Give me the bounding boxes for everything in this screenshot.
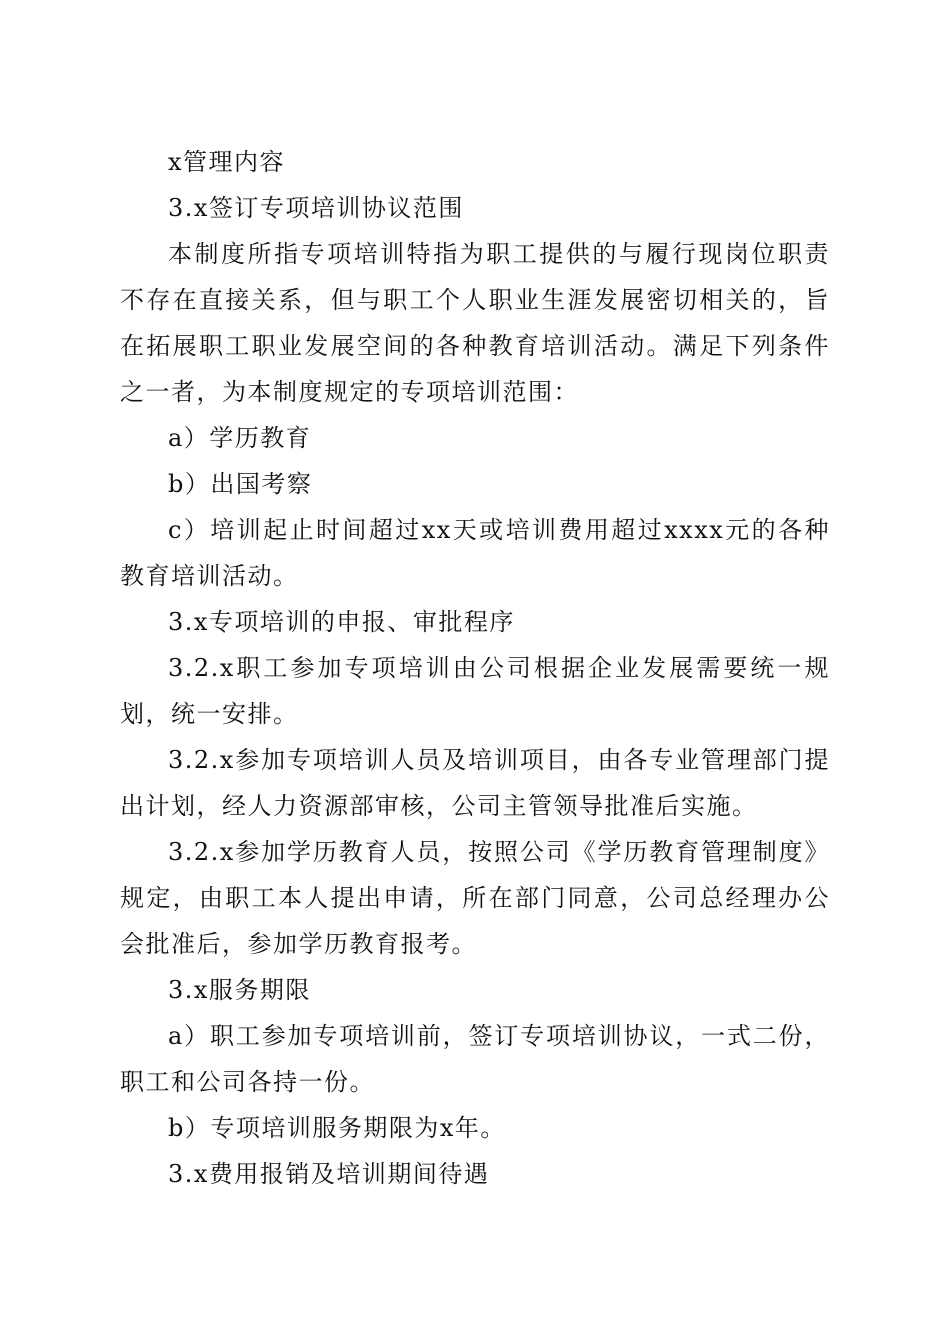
body-paragraph: 3.2.x参加学历教育人员，按照公司《学历教育管理制度》规定，由职工本人提出申请，所在部门同意，公司总经理办公会批准后，参加学历教育报考。 [120, 838, 830, 958]
list-item: c）培训起止时间超过xx天或培训费用超过xxxx元的各种教育培训活动。 [120, 516, 830, 590]
body-paragraph: 3.2.x职工参加专项培训由公司根据企业发展需要统一规划，统一安排。 [120, 654, 830, 728]
list-item: a）职工参加专项培训前，签订专项培训协议，一式二份，职工和公司各持一份。 [120, 1022, 830, 1096]
list-item: b）出国考察 [168, 470, 313, 498]
body-paragraph: 本制度所指专项培训特指为职工提供的与履行现岗位职责不存在直接关系，但与职工个人职业生涯发展密切相关的，旨在拓展职工职业发展空间的各种教育培训活动。满足下列条件之一者，为本制度规定的专项培训范围： [120, 240, 830, 406]
section-heading: 3.x签订专项培训协议范围 [168, 194, 464, 222]
body-paragraph: 3.2.x参加专项培训人员及培训项目，由各专业管理部门提出计划，经人力资源部审核，公司主管领导批准后实施。 [120, 746, 830, 820]
section-heading: 3.x费用报销及培训期间待遇 [168, 1160, 490, 1188]
section-heading: 3.x专项培训的申报、审批程序 [168, 608, 515, 636]
list-item: b）专项培训服务期限为x年。 [168, 1114, 506, 1142]
section-heading: 3.x服务期限 [168, 976, 311, 1004]
list-item: a）学历教育 [168, 424, 312, 452]
document-body [120, 139, 830, 1197]
section-heading: x管理内容 [168, 148, 286, 176]
